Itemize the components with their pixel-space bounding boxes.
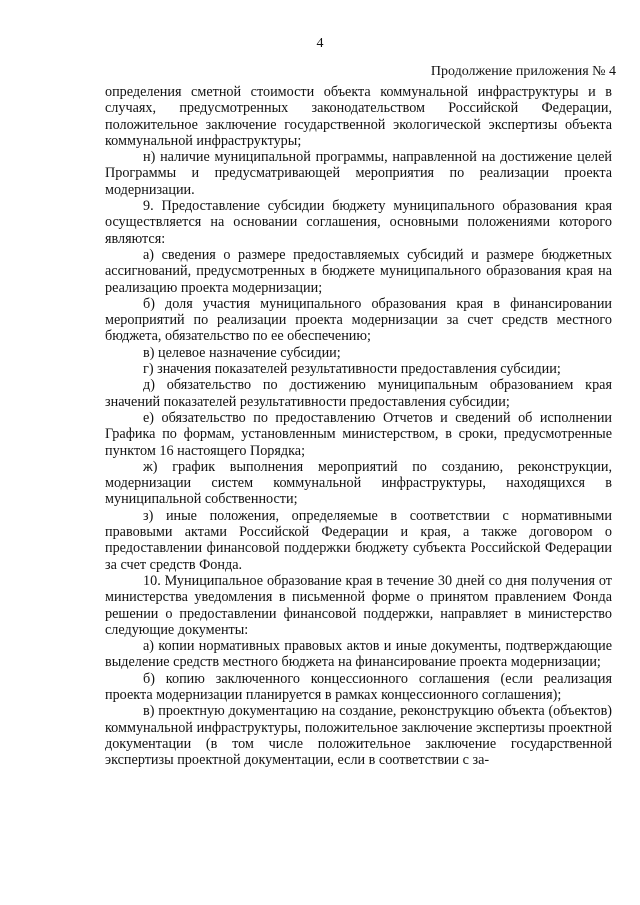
paragraph-item-v: в) целевое назначение субсидии;: [143, 344, 341, 361]
paragraph-item-d: д) обязательство по достижению муниципальным образованием края значений показателей результативности предоставления субсидии;: [105, 377, 612, 410]
paragraph-item-zh: ж) график выполнения мероприятий по созданию, реконструкции, модернизации систем коммунальной инфраструктуры, находящихся в муниципальной собственности;: [105, 458, 612, 508]
paragraph-continuation: определения сметной стоимости объекта коммунальной инфраструктуры и в случаях, предусмотренных законодательством Российской Федерации, положительное заключение государственной экологической экспертизы объекта коммунальной инфраструктуры;: [105, 84, 612, 149]
paragraph-section-10: 10. Муниципальное образование края в течение 30 дней со дня получения от министерства уведомления в письменной форме о принятом правлением Фонда решении о предоставлении финансовой поддержки, направляет в министерство следующие документы:: [105, 572, 612, 638]
paragraph-item-a-10: а) копии нормативных правовых актов и иные документы, подтверждающие выделение средств местного бюджета на финансирование проекта модернизации;: [105, 638, 612, 671]
paragraph-item-n: н) наличие муниципальной программы, направленной на достижение целей Программы и предусматривающей мероприятия по реализации проекта модернизации.: [105, 149, 612, 198]
page-number: 4: [316, 36, 324, 51]
paragraph-item-v-10: в) проектную документацию на создание, реконструкцию объекта (объектов) коммунальной инфраструктуры, положительное заключение экспертизы проектной документации (в том числе положительное заключение государственной экспертизы проектной документации, если в соответствии с за-: [105, 703, 612, 769]
paragraph-item-e: е) обязательство по предоставлению Отчетов и сведений об исполнении Графика по формам, установленным министерством, в сроки, предусмотренные пунктом 16 настоящего Порядка;: [105, 409, 612, 459]
paragraph-item-a: а) сведения о размере предоставляемых субсидий и размере бюджетных ассигнований, предусмотренных в бюджете муниципального образования края на реализацию проекта модернизации;: [105, 246, 612, 296]
paragraph-item-g: г) значения показателей результативности предоставления субсидии;: [143, 361, 561, 378]
document-body: [105, 84, 612, 768]
paragraph-section-9: 9. Предоставление субсидии бюджету муниципального образования края осуществляется на основании соглашения, основными положениями которого являются:: [105, 198, 612, 247]
paragraph-item-b: б) доля участия муниципального образования края в финансировании мероприятий по реализации проекта модернизации за счет средств местного бюджета, обязательство по ее обеспечению;: [105, 295, 612, 345]
appendix-continuation-label: Продолжение приложения № 4: [430, 64, 616, 79]
paragraph-item-b-10: б) копию заключенного концессионного соглашения (если реализация проекта модернизации планируется в рамках концессионного соглашения);: [105, 670, 612, 703]
paragraph-item-z: з) иные положения, определяемые в соответствии с нормативными правовыми актами Российской Федерации и края, а также договором о предоставлении финансовой поддержки бюджету субъекта Российской Федерации за счет средств Фонда.: [105, 507, 612, 573]
